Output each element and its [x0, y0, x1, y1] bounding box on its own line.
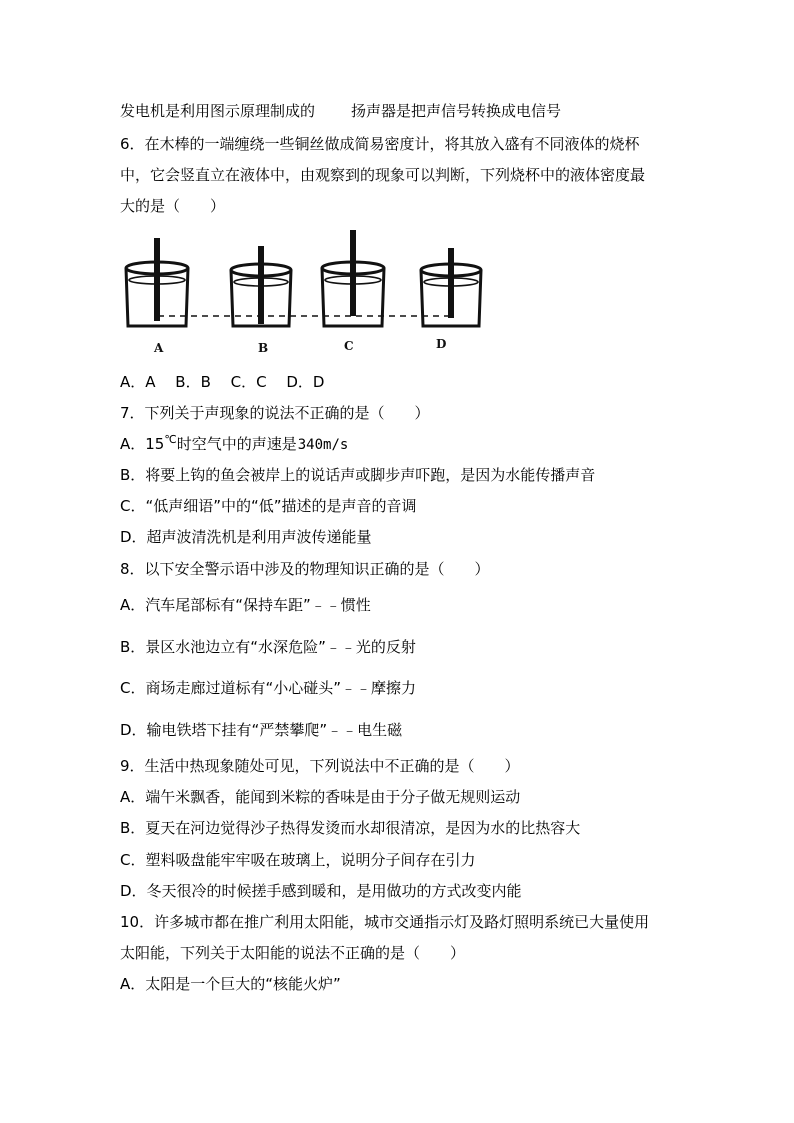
q7-option-d: D．超声波清洗机是利用声波传递能量 [120, 528, 372, 546]
q8-option-b: B．景区水池边立有“水深危险”﹣﹣光的反射 [120, 638, 416, 656]
q6-stem-line2: 中，它会竖直立在液体中，由观察到的现象可以判断，下列烧杯中的液体密度最 [120, 166, 646, 184]
q7-option-b: B．将要上钩的鱼会被岸上的说话声或脚步声吓跑，是因为水能传播声音 [120, 466, 596, 484]
figure-label-c: C [344, 339, 354, 353]
q7-option-c: C．“低声细语”中的“低”描述的是声音的音调 [120, 497, 417, 515]
q7-option-a [120, 433, 348, 457]
beaker-a [126, 238, 188, 326]
beaker-d [421, 248, 481, 326]
q9-option-b: B．夏天在河边觉得沙子热得发烫而水却很清凉，是因为水的比热容大 [120, 819, 581, 837]
intro-line [120, 100, 561, 122]
q8-option-d: D．输电铁塔下挂有“严禁攀爬”﹣﹣电生磁 [120, 721, 403, 739]
figure-label-d: D [436, 337, 447, 351]
q6-stem-line1: 6．在木棒的一端缠绕一些铜丝做成简易密度计，将其放入盛有不同液体的烧杯 [120, 135, 640, 153]
q7-option-a-text: 时空气中的声速是 [176, 435, 297, 453]
intro-right-text: 扬声器是把声信号转换成电信号 [351, 102, 562, 120]
q8-option-a: A．汽车尾部标有“保持车距”﹣﹣惯性 [120, 596, 371, 614]
figure-label-a: A [154, 341, 164, 355]
figure-label-b: B [258, 341, 269, 355]
q10-option-a: A．太阳是一个巨大的“核能火炉” [120, 975, 341, 993]
q8-stem: 8．以下安全警示语中涉及的物理知识正确的是（ ） [120, 560, 490, 578]
q7-option-a-prefix: A．15 [120, 435, 165, 453]
q7-option-a-value: 340m/s [297, 437, 349, 453]
q8-option-c: C．商场走廊过道标有“小心碰头”﹣﹣摩擦力 [120, 679, 417, 697]
q7-stem: 7．下列关于声现象的说法不正确的是（ ） [120, 404, 430, 422]
beaker-figure [118, 226, 498, 358]
q6-options: A．A B．B C．C D．D [120, 373, 325, 391]
q7-option-a-unit: ℃ [164, 433, 177, 446]
beaker-c [322, 230, 384, 326]
q9-option-c: C．塑料吸盘能牢牢吸在玻璃上，说明分子间存在引力 [120, 851, 476, 869]
q10-stem-line1: 10．许多城市都在推广利用太阳能，城市交通指示灯及路灯照明系统已大量使用 [120, 913, 650, 931]
q9-option-d: D．冬天很冷的时候搓手感到暖和，是用做功的方式改变内能 [120, 882, 522, 900]
q6-stem-line3: 大的是（ ） [120, 197, 226, 215]
beaker-b [231, 246, 291, 326]
q9-stem: 9．生活中热现象随处可见，下列说法中不正确的是（ ） [120, 757, 520, 775]
q9-option-a: A．端午米飘香，能闻到米粽的香味是由于分子做无规则运动 [120, 788, 521, 806]
q10-stem-line2: 太阳能，下列关于太阳能的说法不正确的是（ ） [120, 944, 466, 962]
intro-left-text: 发电机是利用图示原理制成的 [120, 102, 316, 120]
